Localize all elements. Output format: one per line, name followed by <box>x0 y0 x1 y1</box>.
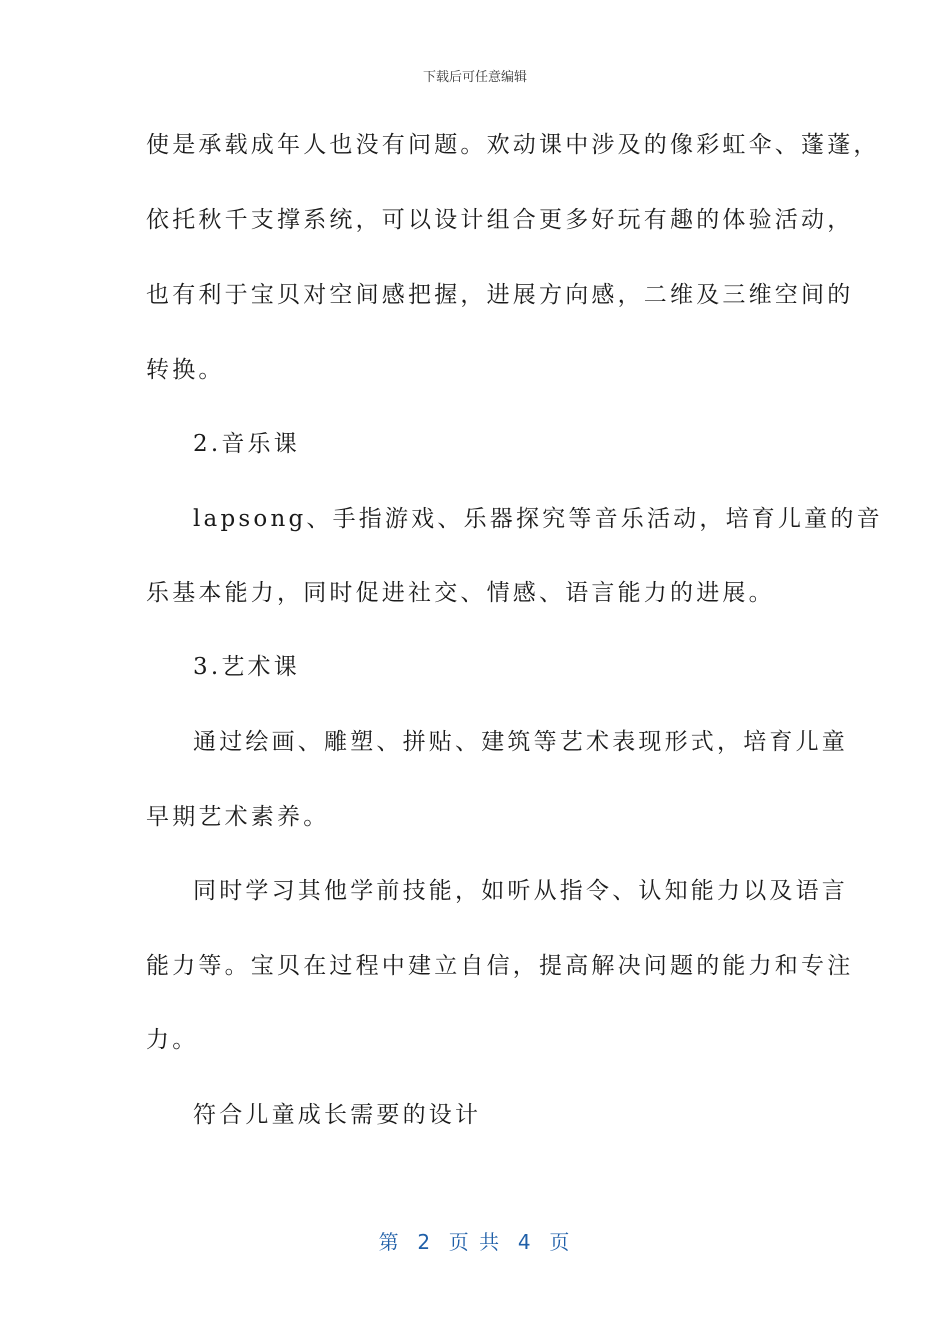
text-line: 依托秋千支撑系统，可以设计组合更多好玩有趣的体验活动， <box>146 207 854 233</box>
text-line: 通过绘画、雕塑、拼贴、建筑等艺术表现形式，培育儿童 <box>193 729 848 755</box>
text-line: 早期艺术素养。 <box>146 804 330 830</box>
text-line: 也有利于宝贝对空间感把握，进展方向感，二维及三维空间的 <box>146 282 854 308</box>
text-line: 乐基本能力，同时促进社交、情感、语言能力的进展。 <box>146 580 775 606</box>
text-line: lapsong、手指游戏、乐器探究等音乐活动，培育儿童的音 <box>193 506 883 532</box>
text-line: 转换。 <box>146 357 225 383</box>
text-line: 同时学习其他学前技能，如听从指令、认知能力以及语言 <box>193 878 848 904</box>
section-heading-music: 2.音乐课 <box>193 431 300 457</box>
text-line: 能力等。宝贝在过程中建立自信，提高解决问题的能力和专注 <box>146 953 854 979</box>
page-header: 下载后可任意编辑 <box>422 70 527 85</box>
page-number: 第 2 页 共 4 页 <box>378 1230 572 1254</box>
text-line: 使是承载成年人也没有问题。欢动课中涉及的像彩虹伞、蓬蓬， <box>146 132 880 158</box>
text-line: 力。 <box>146 1027 199 1053</box>
section-heading-art: 3.艺术课 <box>193 654 300 680</box>
section-heading-design: 符合儿童成长需要的设计 <box>193 1102 482 1128</box>
